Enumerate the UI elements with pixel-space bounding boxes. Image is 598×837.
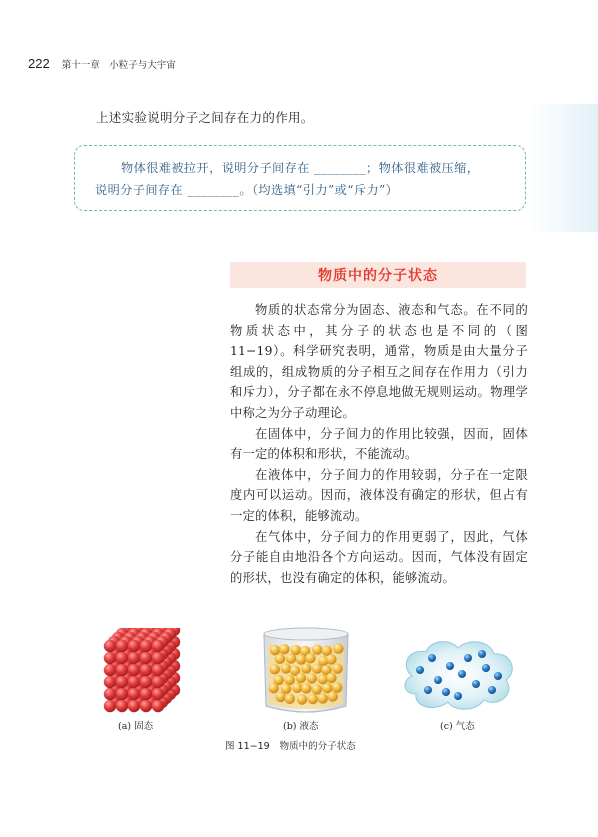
liquid-molecule (286, 653, 296, 663)
gas-molecule (416, 666, 424, 674)
solid-molecule (104, 688, 116, 700)
solid-molecule (104, 640, 116, 652)
exercise-text: 物体很难被拉开，说明分子间存在 (121, 161, 315, 175)
solid-molecule (104, 664, 116, 676)
page-number: 222 (28, 56, 50, 71)
gas-molecule (472, 680, 480, 688)
exercise-line-1 (95, 157, 509, 179)
solid-molecule (128, 664, 140, 676)
solid-molecule (116, 700, 128, 712)
section-heading-bar (230, 262, 526, 288)
gas-molecule (478, 650, 486, 658)
paragraph: 在液体中，分子间力的作用较弱，分子在一定限度内可以运动。因而，液体没有确定的形状，但占有一定的体积，能够流动。 (230, 467, 528, 523)
liquid-molecule (318, 693, 328, 703)
solid-molecule (116, 640, 128, 652)
figure-number: 图 11−19 (225, 741, 270, 752)
chapter-title: 第十一章 小粒子与大宇宙 (61, 60, 176, 71)
figure-title (225, 738, 356, 752)
solid-molecule (140, 676, 152, 688)
liquid-molecule (332, 682, 342, 692)
answer-blank-2: ________ (187, 183, 240, 197)
gas-molecule (454, 692, 462, 700)
solid-molecule (128, 700, 140, 712)
liquid-molecule (326, 654, 336, 664)
gas-molecule (458, 670, 466, 678)
liquid-molecule (281, 663, 291, 673)
section-body (230, 300, 528, 588)
liquid-molecule (305, 653, 315, 663)
caption-solid: (a) 固态 (118, 721, 154, 732)
liquid-molecule (296, 673, 306, 683)
gas-cloud-illustration (398, 636, 518, 712)
intro-paragraph: 上述实验说明分子之间存在力的作用。 (96, 110, 314, 125)
liquid-molecule (285, 675, 295, 685)
solid-molecule (116, 688, 128, 700)
liquid-molecule (292, 683, 302, 693)
liquid-molecule (332, 664, 342, 674)
caption-liquid: (b) 液态 (283, 721, 319, 732)
liquid-molecule (301, 683, 311, 693)
exercise-text: 。（均选填“引力”或“斥力”） (239, 183, 399, 197)
solid-molecule (152, 688, 164, 700)
liquid-molecule (333, 644, 343, 654)
paragraph: 在气体中，分子间力的作用更弱了，因此，气体分子能自由地沿各个方向运动。因而，气体没有固定的形状，也没有确定的体积，能够流动。 (230, 529, 528, 585)
solid-molecule (140, 664, 152, 676)
solid-molecule (116, 652, 128, 664)
figure-title-text: 物质中的分子状态 (279, 741, 356, 752)
solid-molecule (152, 700, 164, 712)
solid-molecule (128, 652, 140, 664)
solid-molecule (140, 700, 152, 712)
liquid-molecule (308, 694, 318, 704)
solid-molecule (104, 652, 116, 664)
solid-molecule (152, 652, 164, 664)
caption-gas: (c) 气态 (440, 721, 475, 732)
solid-molecule (128, 640, 140, 652)
liquid-molecule (285, 694, 295, 704)
solid-lattice-illustration (100, 628, 184, 714)
exercise-text: ；物体很难被压缩， (366, 161, 480, 175)
liquid-molecule (312, 684, 322, 694)
liquid-molecule (279, 644, 289, 654)
solid-molecule (128, 676, 140, 688)
liquid-beaker-illustration (258, 624, 354, 716)
liquid-molecule (276, 692, 286, 702)
paragraph: 在固体中，分子间力的作用比较强，因而，固体有一定的体积和形状，不能流动。 (230, 426, 528, 462)
liquid-molecule (296, 654, 306, 664)
gas-molecule (494, 672, 502, 680)
liquid-molecule (326, 673, 336, 683)
liquid-molecule (270, 664, 280, 674)
solid-molecule (140, 640, 152, 652)
gas-molecule (488, 686, 496, 694)
gas-molecule (464, 654, 472, 662)
solid-molecule (140, 688, 152, 700)
gas-molecule (434, 676, 442, 684)
solid-molecule (104, 676, 116, 688)
solid-molecule (116, 676, 128, 688)
liquid-molecule (307, 673, 317, 683)
solid-molecule (104, 700, 116, 712)
liquid-molecule (327, 691, 337, 701)
solid-molecule (140, 652, 152, 664)
solid-molecule (152, 676, 164, 688)
exercise-line-2 (95, 179, 509, 201)
gas-molecule (482, 664, 490, 672)
liquid-molecule (312, 645, 322, 655)
solid-molecule (152, 640, 164, 652)
answer-blank-1: ________ (314, 161, 367, 175)
paragraph: 物质的状态常分为固态、液态和气态。在不同的物质状态中，其分子的状态也是不同的（图11−19）。科学研究表明，通常，物质是由大量分子组成的，组成物质的分子相互之间存在作用力（引力和斥力），分子都在永不停息地做无规则运动。物理学中称之为分子动理论。 (230, 303, 528, 420)
exercise-box (74, 145, 526, 211)
gas-molecule (442, 688, 450, 696)
solid-molecule (128, 688, 140, 700)
liquid-molecule (312, 663, 322, 673)
liquid-molecule (275, 654, 285, 664)
exercise-text: 说明分子间存在 (95, 183, 188, 197)
liquid-molecule (268, 683, 278, 693)
solid-molecule (116, 664, 128, 676)
gas-molecule (428, 654, 436, 662)
gas-molecule (424, 686, 432, 694)
side-decoration-band (528, 104, 598, 232)
liquid-molecule (301, 663, 311, 673)
section-title: 物质中的分子状态 (318, 268, 438, 284)
gas-molecule (446, 662, 454, 670)
page-header (28, 56, 176, 74)
solid-molecule (152, 664, 164, 676)
liquid-molecule (297, 694, 307, 704)
